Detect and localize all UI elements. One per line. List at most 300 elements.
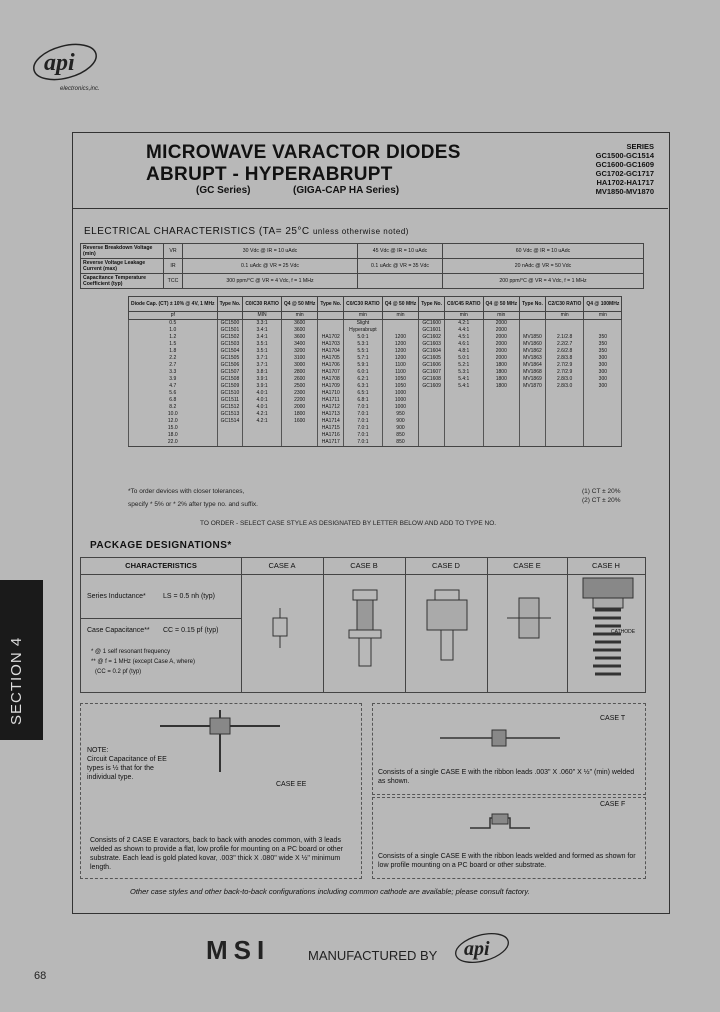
table-cell: [445, 432, 484, 439]
case-t-description: Consists of a single CASE E with the ribbon leads .003" X .060" X ½" (min) welded as shown.: [378, 769, 635, 785]
table-cell: 1200: [382, 341, 419, 348]
table-row: [129, 439, 622, 447]
table-cell: 3.8:1: [243, 369, 282, 376]
table-cell: 4.2:1: [243, 418, 282, 425]
ct-note-1: (1) CT ± 20%: [582, 488, 621, 495]
elec-label: Reverse Breakdown Voltage (min): [81, 244, 164, 259]
msi-logo: MSI: [206, 935, 271, 965]
table-cell: 350: [584, 348, 622, 355]
table-cell: 0.5: [129, 320, 218, 328]
table-cell: 1200: [382, 348, 419, 355]
table-cell: [419, 404, 445, 411]
table-cell: min: [344, 312, 383, 320]
table-cell: HA1707: [318, 369, 344, 376]
to-order-note: TO ORDER - SELECT CASE STYLE AS DESIGNATED BY LETTER BELOW AND ADD TO TYPE NO.: [200, 520, 497, 527]
table-cell: [584, 397, 622, 404]
table-cell: GC1609: [419, 383, 445, 390]
table-cell: 1800: [483, 369, 520, 376]
table-cell: [545, 327, 584, 334]
tolerance-note-1: *To order devices with closer tolerances,: [128, 488, 245, 495]
table-cell: [419, 418, 445, 425]
table-cell: MV1864: [520, 362, 546, 369]
table-cell: [483, 432, 520, 439]
table-cell: 3.9:1: [243, 383, 282, 390]
table-cell: 5.7:1: [344, 355, 383, 362]
case-a-header: CASE A: [241, 558, 323, 575]
table-cell: [545, 425, 584, 432]
table-cell: 5.4:1: [445, 376, 484, 383]
table-cell: C0/C30 RATIO: [344, 297, 383, 312]
table-cell: 300: [584, 369, 622, 376]
case-t-drawing: [440, 722, 560, 752]
table-cell: [584, 411, 622, 418]
table-cell: 4.2:1: [243, 411, 282, 418]
table-cell: [382, 320, 419, 328]
table-cell: 6.3:1: [344, 383, 383, 390]
table-cell: 850: [382, 432, 419, 439]
case-f-label: CASE F: [600, 801, 626, 808]
table-cell: 2000: [483, 341, 520, 348]
elec-val: 0.1 uAdc @ VR = 25 Vdc: [183, 259, 358, 274]
table-cell: [545, 432, 584, 439]
section-tab-label: SECTION 4: [8, 636, 25, 725]
table-cell: 350: [584, 334, 622, 341]
table-cell: [445, 411, 484, 418]
table-cell: [419, 411, 445, 418]
table-cell: 3100: [281, 355, 318, 362]
table-cell: [520, 418, 546, 425]
table-row: [129, 383, 622, 390]
table-cell: 2600: [281, 376, 318, 383]
case-ee-description: Consists of 2 CASE E varactors, back to back with anodes common, with 3 leads welded as shown to provide a flat, low profile for mounting on a PC board or other substrate. Each lead is gold plated kovar, .003" thick X .080" wide X ½" minimum length.: [90, 837, 343, 871]
table-cell: [584, 425, 622, 432]
table-cell: 3.4:1: [243, 327, 282, 334]
table-cell: 2500: [281, 383, 318, 390]
table-cell: 3400: [281, 341, 318, 348]
table-cell: 3.4:1: [243, 334, 282, 341]
table-cell: [217, 439, 243, 447]
table-cell: [281, 425, 318, 432]
electrical-title: ELECTRICAL CHARACTERISTICS (TA= 25°C unless otherwise noted): [84, 226, 409, 237]
table-cell: 3600: [281, 320, 318, 328]
table-cell: [318, 327, 344, 334]
table-cell: HA1708: [318, 376, 344, 383]
table-cell: [243, 425, 282, 432]
footnote-3: (CC = 0.2 pf (typ): [95, 669, 142, 675]
title-line-2: ABRUPT - HYPERABRUPT: [146, 164, 393, 185]
api-logo: [30, 38, 100, 88]
table-cell: 5.9:1: [344, 362, 383, 369]
table-cell: 4.5:1: [445, 334, 484, 341]
table-cell: 7.0:1: [344, 425, 383, 432]
subtitle-gc: (GC Series): [196, 185, 251, 196]
table-header-row: [129, 297, 622, 312]
table-cell: MIN: [243, 312, 282, 320]
cathode-label: CATHODE: [611, 629, 636, 635]
table-cell: [483, 418, 520, 425]
elec-sym: IR: [164, 259, 183, 274]
table-cell: 6.5:1: [344, 390, 383, 397]
table-cell: min: [584, 312, 622, 320]
svg-text:api: api: [464, 938, 490, 960]
table-cell: [318, 320, 344, 328]
page-number: 68: [34, 970, 47, 982]
table-cell: 2000: [483, 320, 520, 328]
table-cell: MV1860: [520, 341, 546, 348]
table-cell: [483, 411, 520, 418]
table-cell: GC1600: [419, 320, 445, 328]
table-cell: 7.0:1: [344, 418, 383, 425]
table-cell: Slight: [344, 320, 383, 328]
table-cell: GC1501: [217, 327, 243, 334]
table-cell: [445, 397, 484, 404]
case-e-header: CASE E: [487, 558, 567, 575]
table-cell: 1050: [382, 383, 419, 390]
case-b-drawing: [335, 580, 395, 680]
package-title: PACKAGE DESIGNATIONS*: [90, 540, 232, 551]
table-cell: 7.0:1: [344, 411, 383, 418]
table-cell: 1800: [483, 383, 520, 390]
table-cell: 5.0:1: [445, 355, 484, 362]
table-row: [129, 418, 622, 425]
table-cell: 4.8:1: [445, 348, 484, 355]
table-cell: [281, 439, 318, 447]
ct-note-2: (2) CT ± 20%: [582, 497, 621, 504]
table-cell: Q4 @ 50 MHz: [483, 297, 520, 312]
table-cell: 1800: [483, 362, 520, 369]
table-cell: [483, 425, 520, 432]
elec-val: 60 Vdc @ IR = 10 uAdc: [443, 244, 644, 259]
table-cell: Type No.: [520, 297, 546, 312]
table-cell: C2/C30 RATIO: [545, 297, 584, 312]
table-cell: GC1513: [217, 411, 243, 418]
table-cell: MV1870: [520, 383, 546, 390]
table-cell: 1000: [382, 404, 419, 411]
table-cell: 3.9: [129, 376, 218, 383]
table-cell: 2300: [281, 390, 318, 397]
table-cell: [445, 418, 484, 425]
section-tab: [0, 580, 43, 740]
table-cell: 4.0:1: [243, 404, 282, 411]
table-cell: 350: [584, 341, 622, 348]
series-label: SERIES: [626, 142, 654, 151]
table-cell: 1000: [382, 390, 419, 397]
case-d-header: CASE D: [405, 558, 487, 575]
table-cell: [584, 320, 622, 328]
table-row: [129, 411, 622, 418]
elec-sym: TCC: [164, 274, 183, 289]
table-cell: 2.8/3.0: [545, 376, 584, 383]
table-cell: [445, 390, 484, 397]
table-row: [129, 390, 622, 397]
table-cell: 2.8/3.0: [545, 383, 584, 390]
table-cell: Hyperabrupt: [344, 327, 383, 334]
table-cell: GC1601: [419, 327, 445, 334]
table-cell: 850: [382, 439, 419, 447]
table-cell: 3200: [281, 348, 318, 355]
table-row: [129, 369, 622, 376]
elec-val: 20 nAdc @ VR = 50 Vdc: [443, 259, 644, 274]
table-cell: 5.5:1: [344, 348, 383, 355]
series-inductance-label: Series Inductance*: [87, 593, 146, 600]
table-cell: C0/C30 RATIO: [243, 297, 282, 312]
table-row: [129, 425, 622, 432]
table-cell: 3.5:1: [243, 341, 282, 348]
table-cell: GC1511: [217, 397, 243, 404]
api-logo-footer: [452, 928, 512, 968]
table-cell: GC1510: [217, 390, 243, 397]
series-item: GC1702-GC1717: [595, 169, 654, 178]
note-body: Circuit Capacitance of EE types is ½ that for the individual type.: [87, 756, 167, 781]
table-cell: GC1512: [217, 404, 243, 411]
table-cell: 2000: [483, 327, 520, 334]
table-cell: 1800: [483, 376, 520, 383]
table-cell: GC1502: [217, 334, 243, 341]
table-cell: GC1608: [419, 376, 445, 383]
table-cell: HA1709: [318, 383, 344, 390]
table-cell: 2800: [281, 369, 318, 376]
table-cell: 3.3:1: [243, 320, 282, 328]
table-row: [129, 432, 622, 439]
tolerance-note-2: specify * 5% or * 2% after type no. and suffix.: [128, 501, 258, 508]
series-inductance-value: LS = 0.5 nh (typ): [163, 593, 215, 600]
elec-val: [358, 274, 443, 289]
table-cell: [419, 312, 445, 320]
table-cell: 5.0:1: [344, 334, 383, 341]
table-cell: Q4 @ 50 MHz: [281, 297, 318, 312]
table-cell: [217, 432, 243, 439]
table-cell: 1100: [382, 369, 419, 376]
table-cell: HA1705: [318, 355, 344, 362]
table-cell: min: [445, 312, 484, 320]
table-cell: Type No.: [318, 297, 344, 312]
package-table: [80, 557, 646, 693]
table-cell: HA1703: [318, 341, 344, 348]
table-cell: 300: [584, 376, 622, 383]
table-cell: 1.2: [129, 334, 218, 341]
table-cell: 1.5: [129, 341, 218, 348]
note-title: NOTE:: [87, 747, 109, 754]
table-cell: [545, 320, 584, 328]
table-cell: MV1869: [520, 376, 546, 383]
table-row: [129, 397, 622, 404]
table-cell: MV1862: [520, 348, 546, 355]
table-row: [129, 348, 622, 355]
table-cell: 6.8:1: [344, 397, 383, 404]
title-line-1: MICROWAVE VARACTOR DIODES: [146, 142, 461, 163]
table-cell: [243, 432, 282, 439]
table-cell: GC1507: [217, 369, 243, 376]
table-cell: GC1604: [419, 348, 445, 355]
case-h-header: CASE H: [567, 558, 645, 575]
table-cell: HA1702: [318, 334, 344, 341]
table-cell: HA1711: [318, 397, 344, 404]
case-f-drawing: [470, 810, 530, 834]
table-cell: HA1714: [318, 418, 344, 425]
table-cell: [545, 397, 584, 404]
table-row: [129, 320, 622, 328]
table-cell: 300: [584, 362, 622, 369]
electrical-table: [80, 243, 644, 289]
table-cell: GC1509: [217, 383, 243, 390]
table-cell: 1600: [281, 418, 318, 425]
table-cell: min: [382, 312, 419, 320]
elec-sym: VR: [164, 244, 183, 259]
table-cell: 1.8: [129, 348, 218, 355]
table-cell: GC1605: [419, 355, 445, 362]
table-cell: GC1603: [419, 341, 445, 348]
table-cell: MV1850: [520, 334, 546, 341]
table-cell: GC1514: [217, 418, 243, 425]
manufactured-by: MANUFACTURED BY: [308, 948, 438, 963]
table-cell: 4.6:1: [445, 341, 484, 348]
table-cell: [545, 404, 584, 411]
table-cell: 1200: [382, 355, 419, 362]
table-cell: 3600: [281, 334, 318, 341]
characteristics-header: CHARACTERISTICS: [81, 558, 241, 575]
table-cell: [483, 404, 520, 411]
table-cell: [217, 425, 243, 432]
table-row: [129, 355, 622, 362]
table-cell: HA1712: [318, 404, 344, 411]
table-cell: 15.0: [129, 425, 218, 432]
table-cell: 6.8: [129, 397, 218, 404]
case-b-header: CASE B: [323, 558, 405, 575]
table-cell: 7.0:1: [344, 439, 383, 447]
table-cell: 2000: [281, 404, 318, 411]
series-item: MV1850-MV1870: [595, 187, 654, 196]
table-cell: [545, 411, 584, 418]
table-row: [129, 334, 622, 341]
case-e-drawing: [499, 580, 559, 680]
table-cell: [584, 439, 622, 447]
table-cell: GC1505: [217, 355, 243, 362]
table-cell: [520, 397, 546, 404]
table-cell: 4.0:1: [243, 397, 282, 404]
table-cell: HA1713: [318, 411, 344, 418]
table-cell: 2.7: [129, 362, 218, 369]
table-cell: 300: [584, 383, 622, 390]
table-cell: 1100: [382, 362, 419, 369]
table-cell: Diode Cap. (CT) ± 10% @ 4V, 1 MHz: [129, 297, 218, 312]
table-row: [129, 404, 622, 411]
table-cell: Q4 @ 50 MHz: [382, 297, 419, 312]
table-cell: [584, 418, 622, 425]
table-cell: 7.0:1: [344, 432, 383, 439]
table-row: [129, 376, 622, 383]
table-cell: HA1706: [318, 362, 344, 369]
table-cell: [419, 439, 445, 447]
table-cell: HA1715: [318, 425, 344, 432]
ee-note: [87, 746, 177, 782]
table-cell: [483, 390, 520, 397]
table-cell: MV1868: [520, 369, 546, 376]
table-cell: 3.7:1: [243, 355, 282, 362]
table-cell: 3.3: [129, 369, 218, 376]
table-cell: HA1717: [318, 439, 344, 447]
table-cell: 1800: [281, 411, 318, 418]
table-cell: GC1508: [217, 376, 243, 383]
table-cell: 5.6: [129, 390, 218, 397]
table-cell: Q4 @ 100MHz: [584, 297, 622, 312]
table-cell: GC1506: [217, 362, 243, 369]
table-cell: [520, 425, 546, 432]
table-cell: 10.0: [129, 411, 218, 418]
elec-val: 200 ppm/°C @ VR = 4 Vdc, f = 1 MHz: [443, 274, 644, 289]
table-cell: GC1606: [419, 362, 445, 369]
table-cell: 12.0: [129, 418, 218, 425]
table-cell: 1200: [382, 334, 419, 341]
table-cell: 2.2/2.7: [545, 341, 584, 348]
table-cell: 1050: [382, 376, 419, 383]
table-cell: [281, 432, 318, 439]
table-cell: [445, 404, 484, 411]
table-cell: [584, 404, 622, 411]
table-cell: [520, 439, 546, 447]
table-cell: 6.2:1: [344, 376, 383, 383]
table-cell: [419, 390, 445, 397]
case-capacitance-value: CC = 0.15 pf (typ): [163, 627, 219, 634]
series-item: GC1600-GC1609: [595, 160, 654, 169]
elec-val: 45 Vdc @ IR = 10 uAdc: [358, 244, 443, 259]
table-cell: 22.0: [129, 439, 218, 447]
table-cell: 1.0: [129, 327, 218, 334]
table-row: [129, 362, 622, 369]
elec-label: Capacitance Temperature Coefficient (typ): [81, 274, 164, 289]
table-cell: 2.1/2.8: [545, 334, 584, 341]
table-cell: GC1504: [217, 348, 243, 355]
logo-subtitle: electronics,inc.: [60, 86, 100, 92]
table-cell: 3.7:1: [243, 362, 282, 369]
table-row: [129, 327, 622, 334]
table-cell: [520, 327, 546, 334]
case-f-description: Consists of a single CASE E with the ribbon leads welded and formed as shown for low profile mounting on a PC board or other substrate.: [378, 853, 636, 869]
diode-data-table: [128, 296, 622, 447]
case-capacitance-label: Case Capacitance**: [87, 627, 150, 634]
table-cell: MV1863: [520, 355, 546, 362]
table-cell: Type No.: [419, 297, 445, 312]
table-cell: [419, 432, 445, 439]
table-cell: GC1500: [217, 320, 243, 328]
table-cell: 3.5:1: [243, 348, 282, 355]
table-cell: 900: [382, 418, 419, 425]
table-cell: 1000: [382, 397, 419, 404]
table-cell: 2000: [483, 348, 520, 355]
table-cell: [520, 404, 546, 411]
table-cell: [419, 425, 445, 432]
elec-val: 0.1 uAdc @ VR = 35 Vdc: [358, 259, 443, 274]
table-cell: GC1503: [217, 341, 243, 348]
table-cell: 300: [584, 355, 622, 362]
table-cell: 5.4:1: [445, 383, 484, 390]
table-cell: HA1710: [318, 390, 344, 397]
table-cell: 4.7: [129, 383, 218, 390]
series-item: GC1500-GC1514: [595, 151, 654, 160]
table-cell: 3.9:1: [243, 376, 282, 383]
elec-val: 300 ppm/°C @ VR = 4 Vdc, f = 1 MHz: [183, 274, 358, 289]
table-cell: 2.2: [129, 355, 218, 362]
table-cell: GC1602: [419, 334, 445, 341]
table-cell: 4.4:1: [445, 327, 484, 334]
table-cell: 5.3:1: [344, 341, 383, 348]
subtitle-giga: (GIGA-CAP HA Series): [293, 185, 400, 196]
table-cell: min: [281, 312, 318, 320]
table-cell: 900: [382, 425, 419, 432]
table-cell: [445, 425, 484, 432]
footnote-2: ** @ f = 1 MHz (except Case A, where): [91, 659, 195, 665]
case-t-label: CASE T: [600, 715, 626, 722]
table-cell: [545, 439, 584, 447]
